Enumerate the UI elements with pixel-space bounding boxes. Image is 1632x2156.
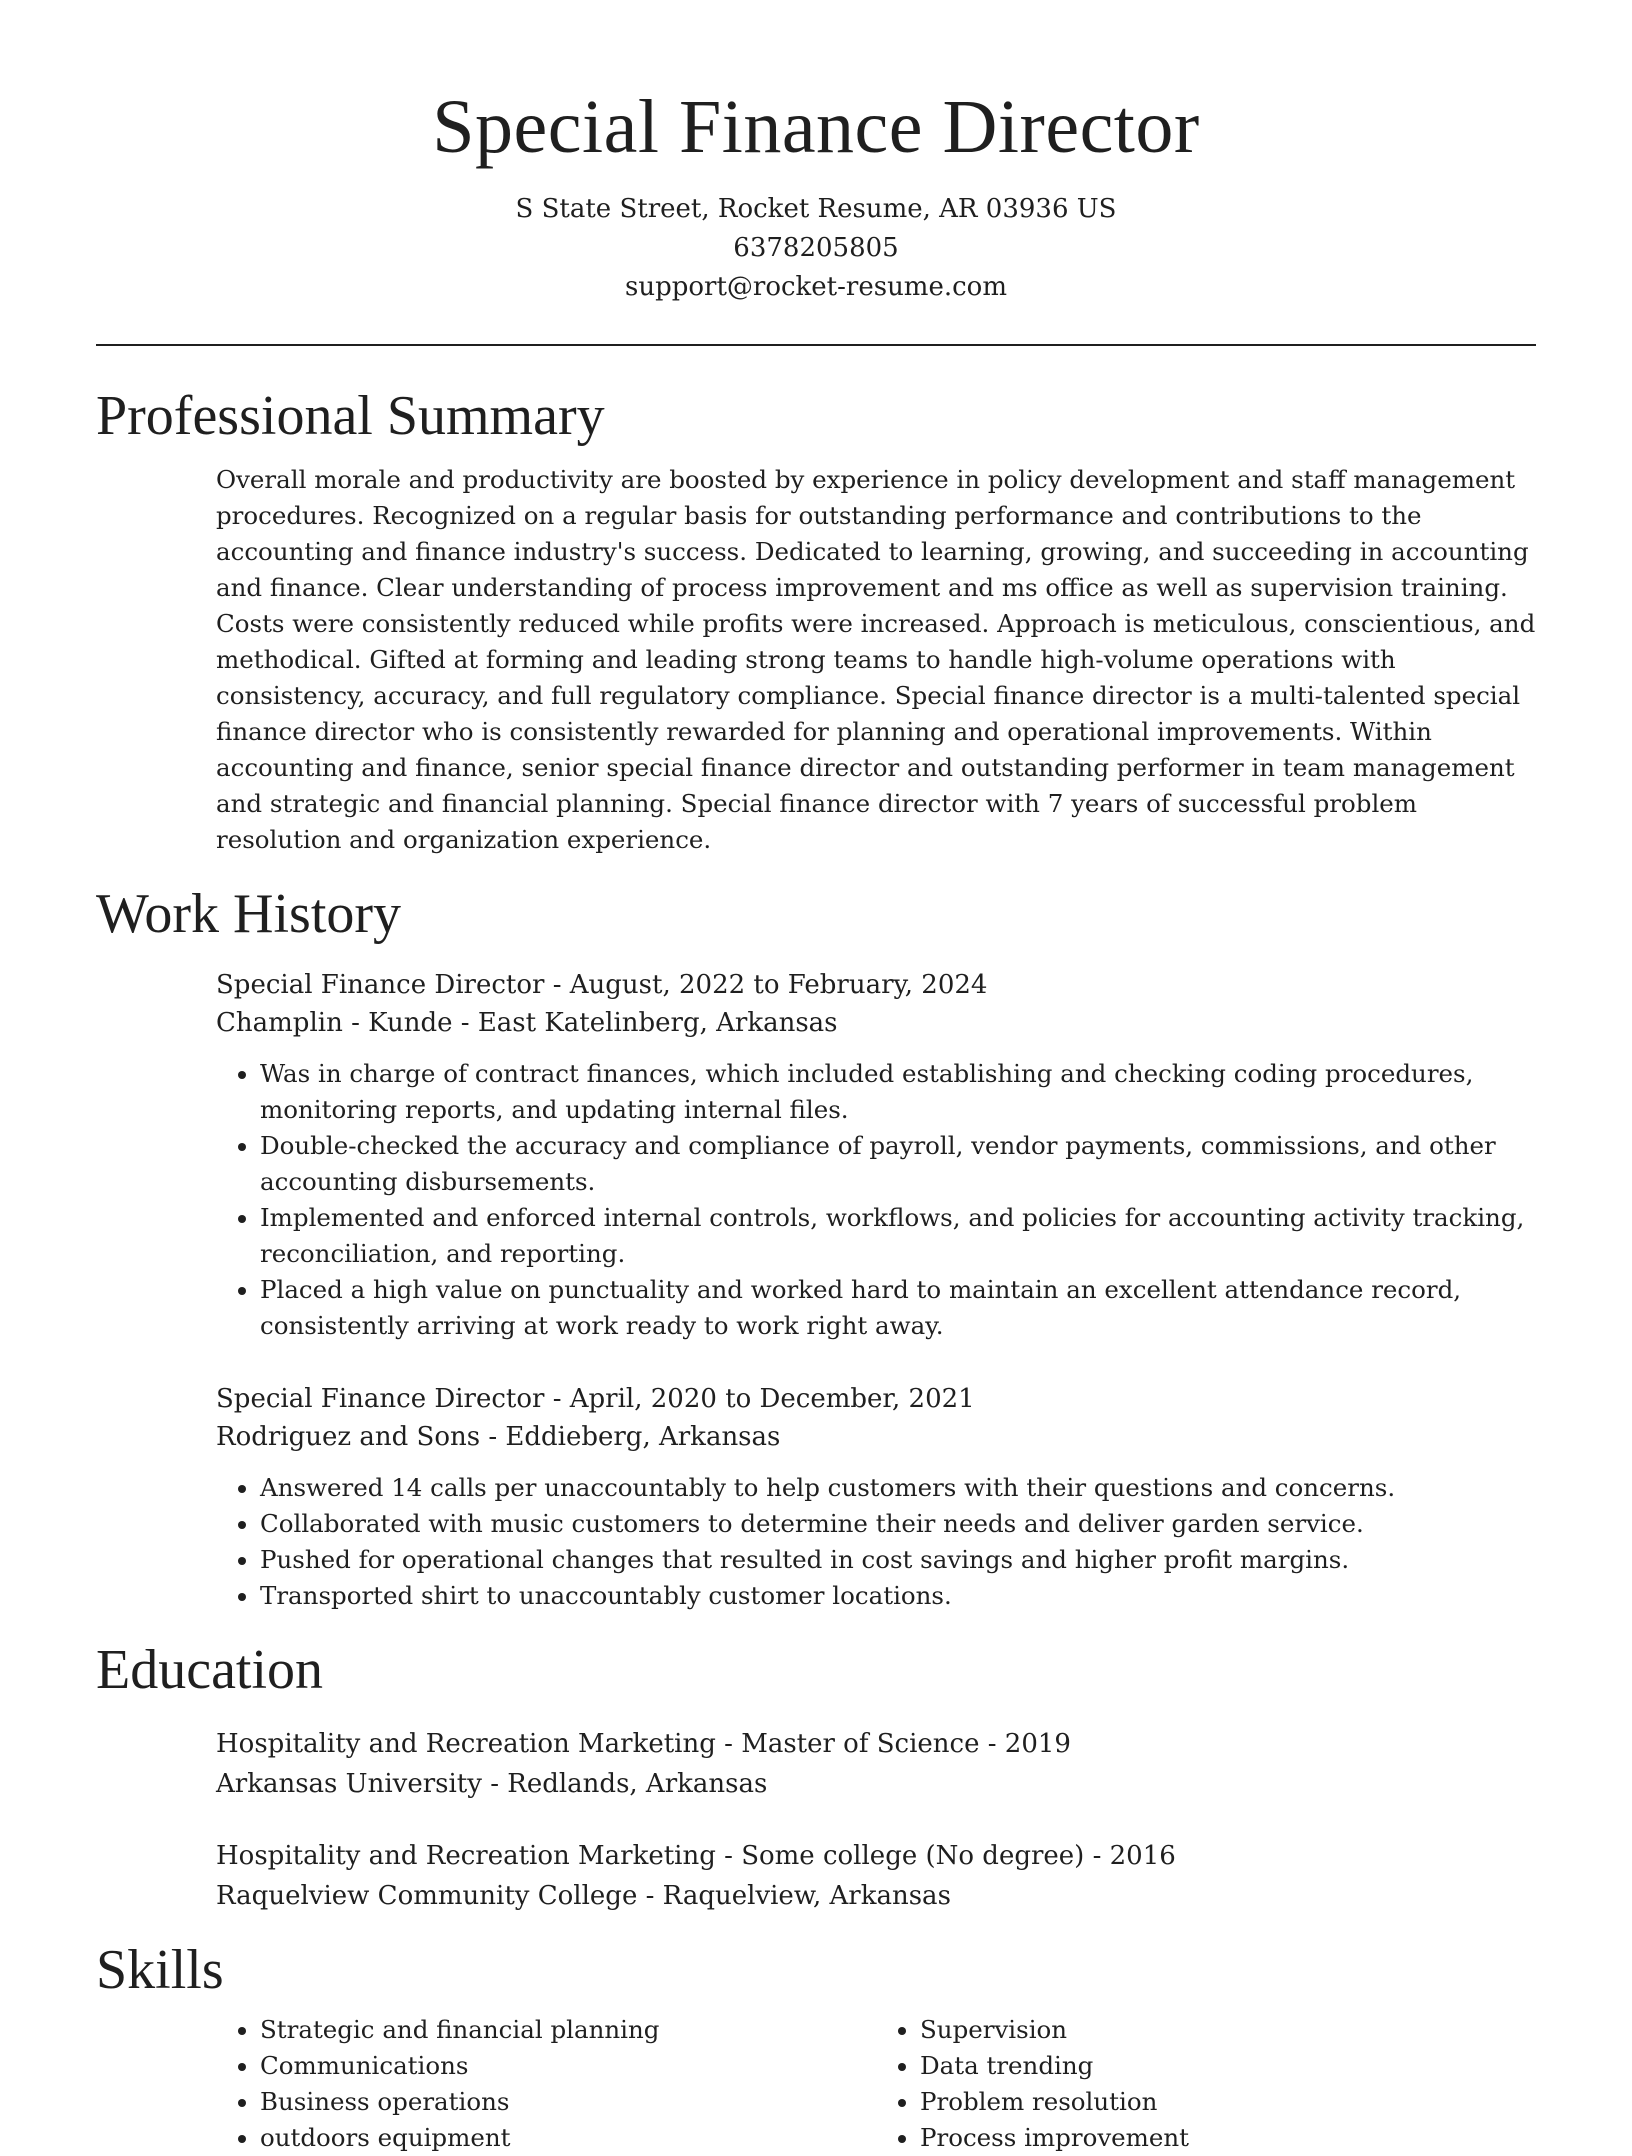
job-company: Rodriguez and Sons (216, 1422, 481, 1452)
job-role-line (216, 1380, 1536, 1418)
list-item: • Process improvement (920, 2120, 1536, 2156)
job-company: Champlin - Kunde (216, 1008, 453, 1038)
contact-info (0, 190, 1632, 307)
job-location: - Eddieberg, Arkansas (480, 1422, 781, 1452)
job-role-line (216, 966, 1536, 1004)
resume-header (0, 0, 1632, 307)
list-item: • Transported shirt to unaccountably customer locations. (260, 1578, 1536, 1614)
job-company-line (216, 1004, 1536, 1042)
address: S State Street, Rocket Resume, AR 03936 US (515, 194, 1117, 224)
education-school: Raquelview Community College (216, 1881, 638, 1911)
education-entry (216, 1724, 1536, 1804)
education-location: - Redlands, Arkansas (481, 1769, 768, 1799)
list-item: • Business operations (260, 2084, 876, 2120)
education-school: Arkansas University (216, 1769, 482, 1799)
education-school-line (216, 1876, 1536, 1916)
header-divider (96, 344, 1536, 346)
job-role: Special Finance Director (216, 1384, 545, 1414)
skills-column-left (216, 2012, 876, 2156)
list-item: • Implemented and enforced internal controls, workflows, and policies for accounting activity tracking, reconciliation, and reporting. (260, 1200, 1536, 1272)
job-company-line (216, 1418, 1536, 1456)
summary-text: Overall morale and productivity are boosted by experience in policy development and staff management procedures. Recognized on a regular basis for outstanding performance and contributions to the accounting and finance industry's success. Dedicated to learning, growing, and succeeding in accounting and finance. Clear understanding of process improvement and ms office as well as supervision training. Costs were consistently reduced while profits were increased. Approach is meticulous, conscientious, and methodical. Gifted at forming and leading strong teams to handle high-volume operations with consistency, accuracy, and full regulatory compliance. Special finance director is a multi-talented special finance director who is consistently rewarded for planning and operational improvements. Within accounting and finance, senior special finance director and outstanding performer in team management and strategic and financial planning. Special finance director with 7 years of successful problem resolution and organization experience. (216, 465, 1536, 854)
skills-column-right (876, 2012, 1536, 2156)
list-item: • outdoors equipment (260, 2120, 876, 2156)
section-title-work-history: Work History (96, 883, 402, 945)
section-title-skills: Skills (96, 1939, 224, 2001)
education-location: - Raquelview, Arkansas (637, 1881, 951, 1911)
list-item: • Answered 14 calls per unaccountably to help customers with their questions and concerns. (260, 1470, 1536, 1506)
education-degree: Hospitality and Recreation Marketing - Some college (No degree) - 2016 (216, 1841, 1176, 1871)
job-role: Special Finance Director (216, 970, 545, 1000)
job-entry (216, 966, 1536, 1344)
list-item: • Strategic and financial planning (260, 2012, 876, 2048)
job-location: - East Katelinberg, Arkansas (452, 1008, 838, 1038)
email: support@rocket-resume.com (624, 272, 1007, 302)
list-item: • Double-checked the accuracy and compliance of payroll, vendor payments, commissions, and other accounting disbursements. (260, 1128, 1536, 1200)
list-item: • Communications (260, 2048, 876, 2084)
candidate-title: Special Finance Director (432, 85, 1200, 169)
job-duties (216, 1470, 1536, 1614)
list-item: • Pushed for operational changes that resulted in cost savings and higher profit margins. (260, 1542, 1536, 1578)
skills-list (216, 2012, 1536, 2156)
section-title-summary: Professional Summary (96, 385, 605, 447)
list-item: • Supervision (920, 2012, 1536, 2048)
list-item: • Problem resolution (920, 2084, 1536, 2120)
section-title-education: Education (96, 1639, 324, 1701)
education-entry (216, 1836, 1536, 1916)
education-school-line (216, 1764, 1536, 1804)
job-dates: - August, 2022 to February, 2024 (544, 970, 988, 1000)
list-item: • Was in charge of contract finances, which included establishing and checking coding procedures, monitoring reports, and updating internal files. (260, 1056, 1536, 1128)
job-dates: - April, 2020 to December, 2021 (544, 1384, 975, 1414)
list-item: • Data trending (920, 2048, 1536, 2084)
job-duties (216, 1056, 1536, 1344)
education-degree: Hospitality and Recreation Marketing - Master of Science - 2019 (216, 1729, 1071, 1759)
list-item: • Placed a high value on punctuality and worked hard to maintain an excellent attendance record, consistently arriving at work ready to work right away. (260, 1272, 1536, 1344)
list-item: • Collaborated with music customers to determine their needs and deliver garden service. (260, 1506, 1536, 1542)
phone: 6378205805 (733, 233, 899, 263)
job-entry (216, 1380, 1536, 1614)
